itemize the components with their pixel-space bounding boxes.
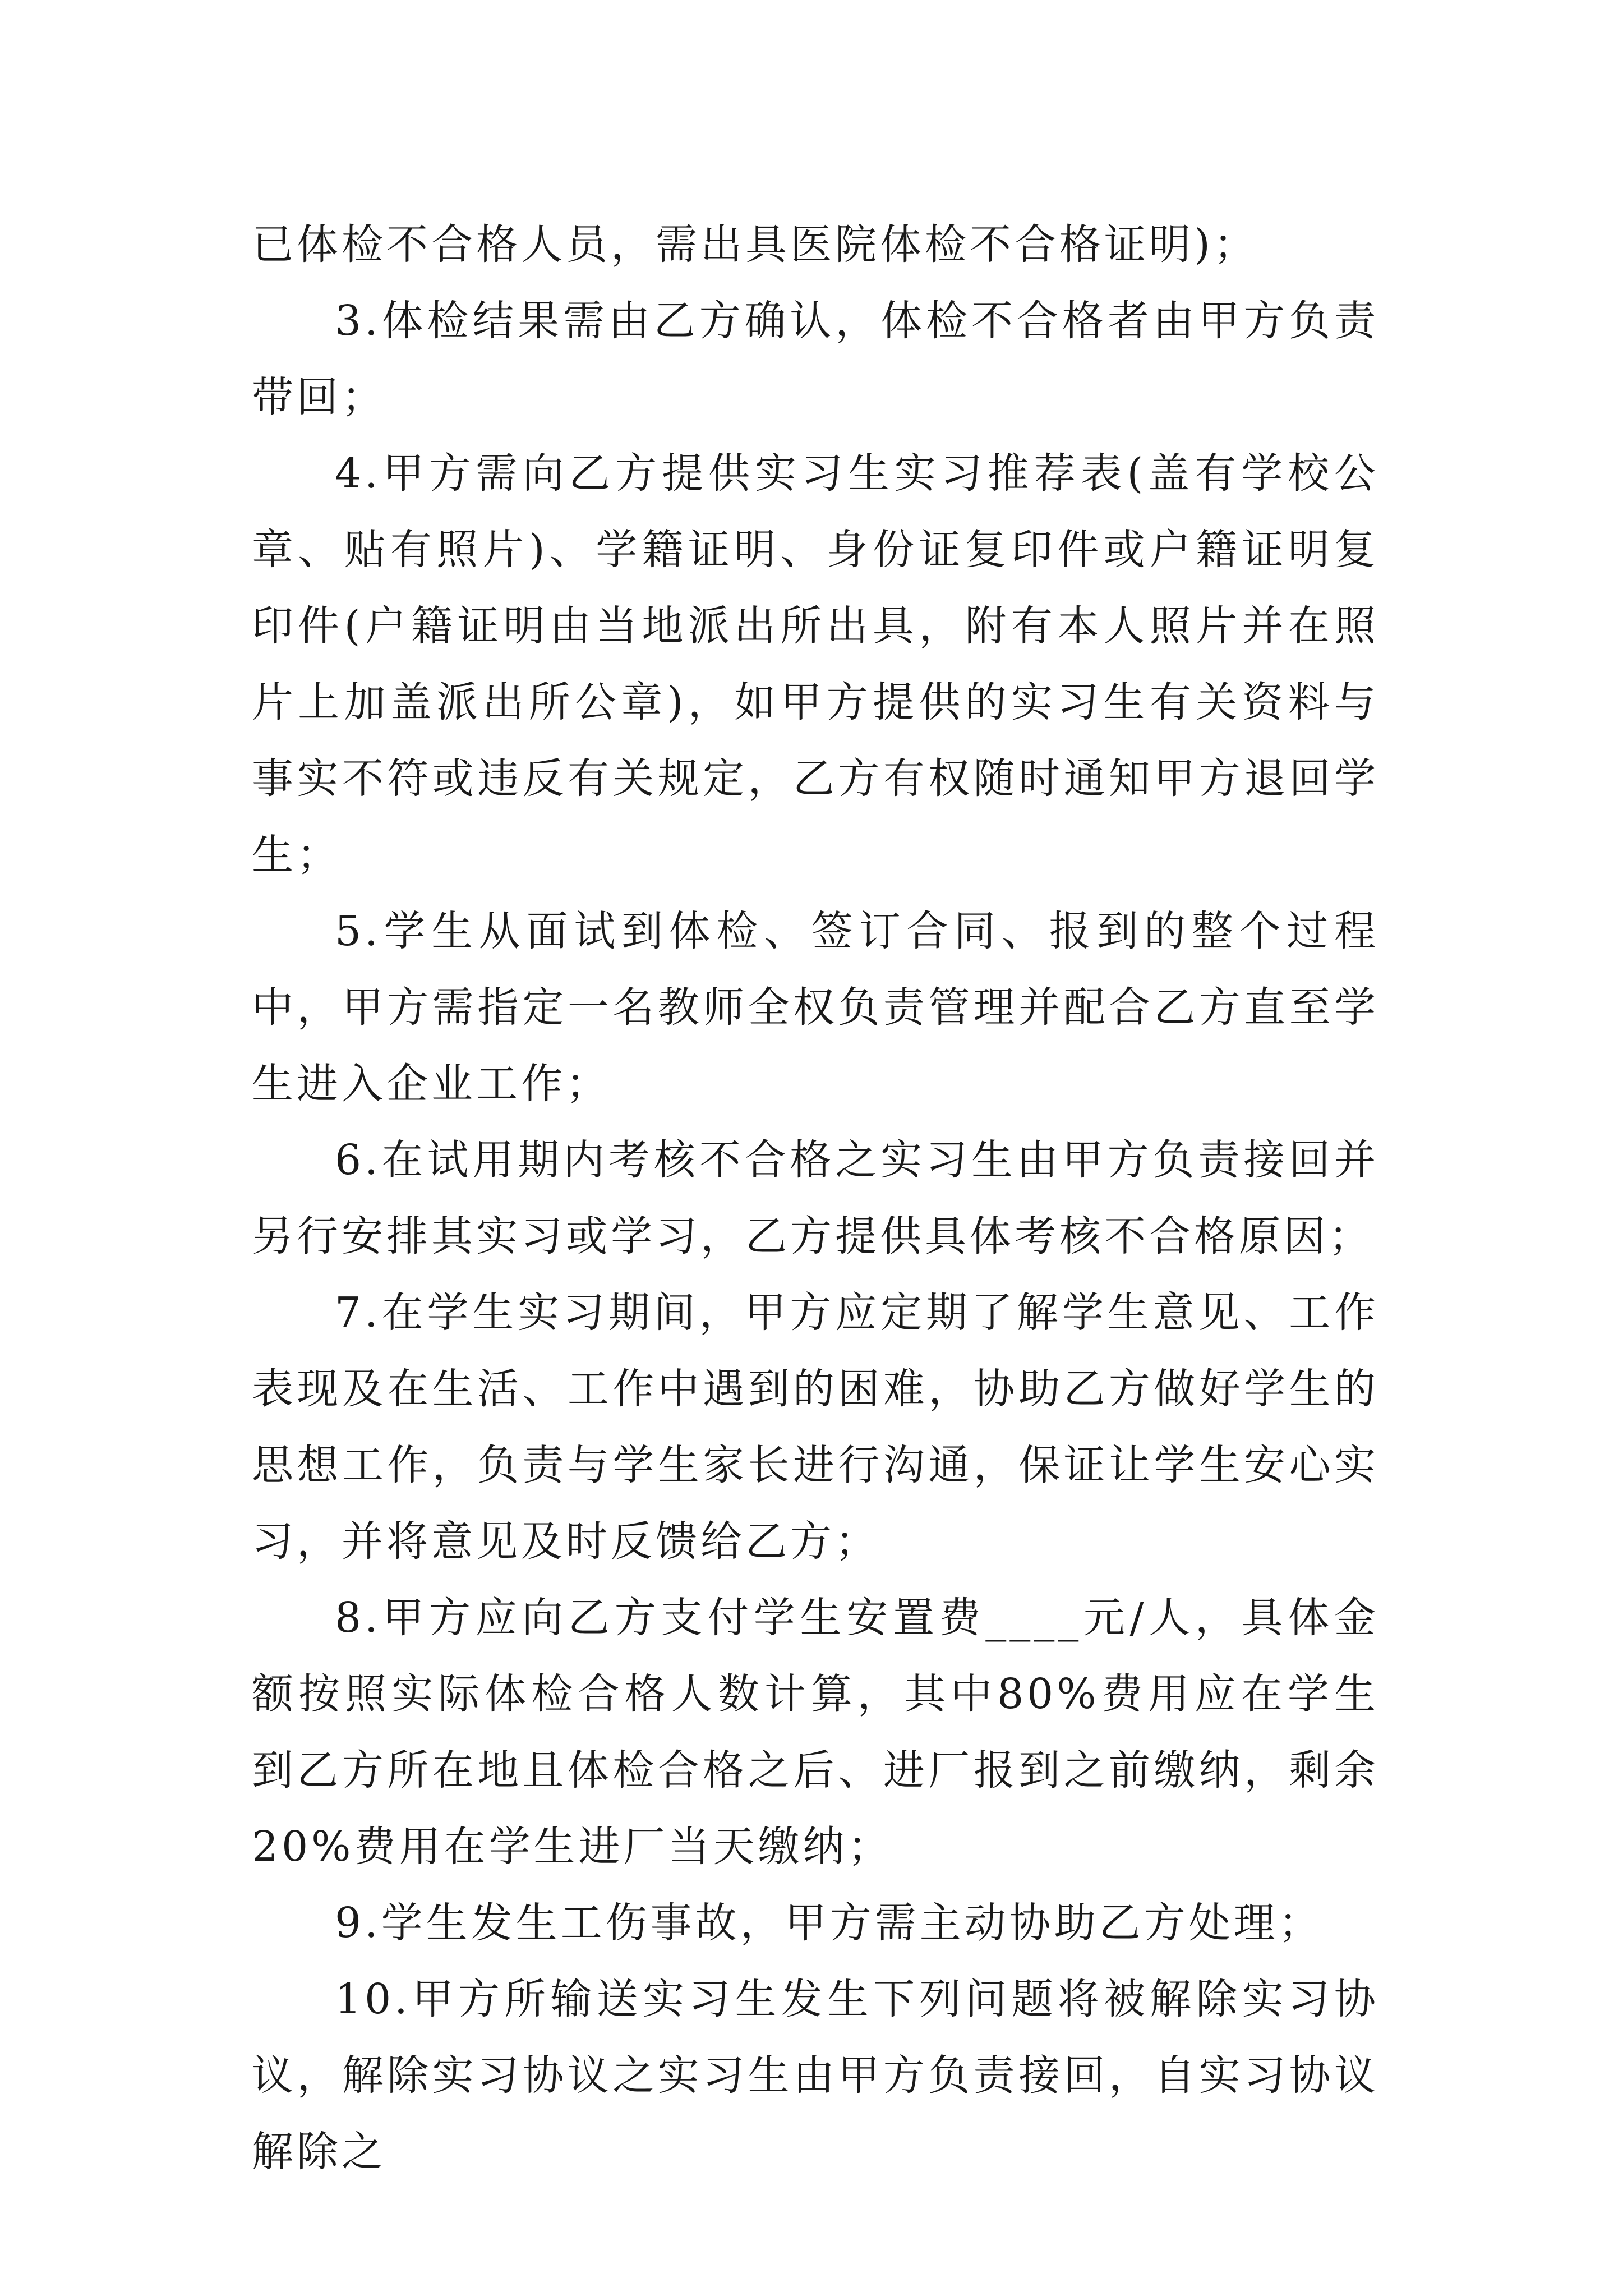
paragraph-item-5: 5.学生从面试到体检、签订合同、报到的整个过程中，甲方需指定一名教师全权负责管理并配合乙方直至学生进入企业工作；	[252, 907, 1379, 1108]
paragraph-item-7: 7.在学生实习期间，甲方应定期了解学生意见、工作表现及在生活、工作中遇到的困难，协助乙方做好学生的思想工作，负责与学生家长进行沟通，保证让学生安心实习，并将意见及时反馈给乙方；	[252, 1289, 1379, 1566]
paragraph-item-6: 6.在试用期内考核不合格之实习生由甲方负责接回并另行安排其实习或学习，乙方提供具体考核不合格原因；	[252, 1136, 1379, 1260]
paragraph-item-9: 9.学生发生工伤事故，甲方需主动协助乙方处理；	[335, 1899, 1324, 1947]
paragraph-item-4: 4.甲方需向乙方提供实习生实习推荐表(盖有学校公章、贴有照片)、学籍证明、身份证复印件或户籍证明复印件(户籍证明由当地派出所出具，附有本人照片并在照片上加盖派出所公章)，如甲方提供的实习生有关资料与事实不符或违反有关规定，乙方有权随时通知甲方退回学生；	[252, 449, 1379, 879]
paragraph-item-8: 8.甲方应向乙方支付学生安置费____元/人，具体金额按照实际体检合格人数计算，其中80%费用应在学生到乙方所在地且体检合格之后、进厂报到之前缴纳，剩余20%费用在学生进厂当天缴纳；	[252, 1594, 1379, 1871]
document-body	[252, 206, 1379, 2190]
paragraph-item-3: 3.体检结果需由乙方确认，体检不合格者由甲方负责带回；	[252, 297, 1379, 421]
paragraph-continuation: 已体检不合格人员，需出具医院体检不合格证明)；	[252, 220, 1258, 269]
paragraph-item-10: 10.甲方所输送实习生发生下列问题将被解除实习协议，解除实习协议之实习生由甲方负责接回，自实习协议解除之	[252, 1975, 1379, 2176]
